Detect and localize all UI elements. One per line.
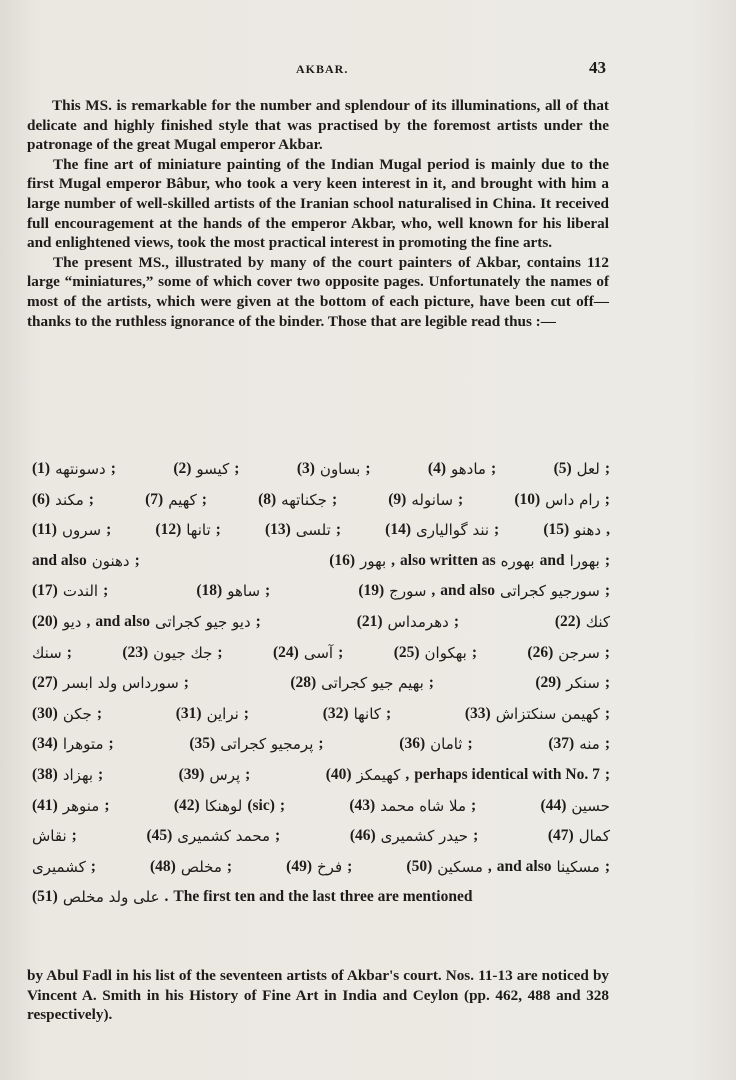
- artist-entry: [385, 515, 499, 546]
- entry-number: (26): [527, 643, 554, 661]
- artist-name-urdu: سروں: [61, 521, 102, 540]
- artist-name-urdu: سنکر: [566, 674, 600, 693]
- separator: ;: [71, 827, 77, 845]
- artist-name-urdu: جك جیون: [153, 643, 213, 662]
- separator: ;: [467, 735, 473, 753]
- artist-entry: [350, 821, 478, 852]
- artist-entry: [258, 485, 337, 516]
- entry-number: (10): [514, 490, 541, 508]
- artist-entry: [394, 638, 477, 669]
- separator: ;: [201, 490, 207, 508]
- separator: ;: [473, 827, 479, 845]
- separator: ;: [90, 857, 96, 875]
- entry-number: (6): [32, 490, 51, 508]
- separator: ;: [385, 704, 392, 722]
- separator: ;: [66, 643, 72, 661]
- artist-entry: [32, 454, 116, 485]
- artist-name-urdu: الندت: [62, 582, 99, 601]
- artist-name-urdu: بهور: [360, 551, 387, 570]
- artist-row: [32, 546, 610, 577]
- separator: ;: [428, 674, 434, 692]
- artist-row: [32, 699, 610, 730]
- entry-number: (33): [464, 704, 491, 722]
- artist-entry: [179, 760, 251, 791]
- artist-entry: [32, 668, 189, 699]
- artist-name-urdu: دسونتهه: [55, 460, 106, 478]
- artist-entry: [32, 607, 261, 638]
- artist-entry: [286, 852, 352, 883]
- separator: ;: [604, 857, 610, 875]
- artist-row: [32, 515, 610, 546]
- separator: ;: [134, 551, 140, 569]
- entry-number: (14): [385, 521, 411, 539]
- entry-number: (2): [173, 460, 192, 477]
- separator: ;: [243, 704, 249, 722]
- separator: ;: [331, 490, 338, 508]
- entry-number: (24): [273, 643, 299, 661]
- artist-name-urdu: دیو جیو کجراتی: [155, 612, 251, 631]
- artist-name-urdu: کمال: [578, 827, 610, 846]
- artist-name-urdu: بهوره: [500, 551, 535, 570]
- note-text: also written as: [400, 551, 496, 569]
- separator: ;: [604, 643, 610, 661]
- artist-name-urdu: علی ولد مخلص: [62, 888, 160, 907]
- entry-number: (27): [32, 674, 58, 692]
- entry-number: (41): [32, 796, 58, 814]
- artist-name-urdu: دهنون: [91, 551, 130, 570]
- artist-name-urdu: ثامان: [430, 735, 463, 754]
- note-text: and also: [496, 857, 552, 875]
- artist-name-urdu: بهکوان: [424, 643, 467, 662]
- entry-number: (7): [145, 490, 164, 508]
- separator: ;: [604, 765, 610, 783]
- artist-entry: [32, 821, 77, 852]
- artist-entry: [323, 699, 391, 730]
- entry-number: (32): [322, 704, 349, 722]
- artist-row: [32, 882, 610, 913]
- artist-name-urdu: جکناتهه: [281, 490, 327, 509]
- separator: ,: [391, 551, 396, 569]
- artist-name-urdu: سنك: [32, 643, 62, 662]
- separator: ;: [335, 521, 341, 539]
- artist-entry: [297, 454, 371, 485]
- artist-name-urdu: کشمیری: [32, 857, 86, 876]
- artist-name-urdu: دیو: [62, 612, 82, 631]
- paragraph-present-ms: The present MS., illustrated by many of the court painters of Akbar, contains 112 large “miniatures,” some of which cover two opposite pages. Unfortunately the names of most of the artists, which were given at the bottom of each picture, have been cut off—thanks to the ruthless ignorance of the binder. Those that are legible read thus :—: [27, 253, 609, 330]
- artist-entry: [399, 729, 472, 760]
- artist-name-urdu: آسی: [303, 643, 334, 662]
- artist-entry: [265, 515, 341, 546]
- artist-name-urdu: بساون: [319, 460, 361, 478]
- artist-name-urdu: متوهرا: [62, 735, 104, 754]
- artist-entry: [273, 638, 343, 669]
- entry-number: (36): [399, 735, 426, 753]
- artist-entry: [32, 729, 114, 760]
- entry-number: (30): [32, 704, 58, 722]
- artist-entry: [358, 576, 610, 607]
- artist-name-urdu: حسین: [571, 796, 610, 815]
- artist-row: [32, 852, 610, 883]
- separator: ;: [275, 827, 281, 845]
- artist-entry: [32, 546, 140, 577]
- artist-name-urdu: کنك: [585, 612, 610, 631]
- entry-number: (40): [325, 765, 352, 783]
- artist-entry: [150, 852, 232, 883]
- artist-name-urdu: فرخ: [317, 857, 343, 876]
- artist-name-urdu: مادهو: [451, 460, 486, 478]
- artist-entry: [388, 485, 463, 516]
- separator: ;: [347, 857, 353, 875]
- artist-name-urdu: رام داس: [545, 490, 600, 509]
- artist-name-urdu: مسکینا: [556, 857, 600, 876]
- artist-entry: [428, 454, 496, 485]
- entry-number: (29): [535, 674, 562, 692]
- artist-entry: [326, 760, 610, 791]
- separator: ;: [604, 674, 610, 692]
- artist-entry: [357, 607, 459, 638]
- artist-row: [32, 791, 610, 822]
- separator: ;: [604, 704, 610, 722]
- artist-name-urdu: ساهو: [227, 582, 261, 601]
- artist-entry: [32, 576, 108, 607]
- entry-number: (4): [427, 460, 446, 477]
- body-text: [27, 96, 609, 331]
- note-text: The first ten and the last three are mentioned: [173, 888, 473, 906]
- separator: ;: [108, 735, 114, 753]
- entry-number: (3): [296, 460, 315, 477]
- artist-entry: [555, 607, 610, 638]
- artist-entry: [514, 485, 610, 516]
- entry-number: (39): [178, 765, 205, 783]
- artist-entry: [32, 699, 102, 730]
- artist-name-urdu: پرمجیو کجراتی: [220, 735, 314, 754]
- artist-name-urdu: مکند: [55, 490, 84, 509]
- artist-entry: [122, 638, 222, 669]
- artist-entry: [32, 638, 72, 669]
- separator: ;: [494, 521, 500, 539]
- separator: ;: [96, 704, 102, 722]
- separator: ;: [234, 460, 240, 477]
- entry-number: (9): [388, 490, 407, 508]
- artist-row: [32, 576, 610, 607]
- artist-name-urdu: لعل: [576, 460, 600, 478]
- artist-name-urdu: پرس: [209, 765, 241, 784]
- artist-entry: [146, 821, 280, 852]
- separator: ;: [453, 612, 459, 630]
- separator: ,: [86, 612, 91, 630]
- artist-entry: [32, 852, 96, 883]
- artist-name-urdu: سورجیو کجراتی: [500, 582, 600, 601]
- entry-number: (49): [286, 857, 312, 875]
- entry-number: (18): [196, 582, 223, 600]
- artist-entry: [189, 729, 323, 760]
- artist-entry: [548, 821, 610, 852]
- artist-entry: [173, 454, 239, 485]
- artist-row: [32, 485, 610, 516]
- separator: ;: [490, 460, 497, 477]
- artist-name-list: [32, 454, 610, 913]
- artist-name-urdu: نقاش: [32, 827, 67, 846]
- entry-number: (11): [32, 521, 57, 539]
- artist-name-urdu: سورج: [389, 582, 427, 601]
- separator: ,: [431, 582, 436, 600]
- entry-number: (44): [540, 796, 567, 814]
- separator: ;: [458, 490, 464, 508]
- artist-name-urdu: بهزاد: [62, 765, 94, 784]
- paragraph-illuminations: This MS. is remarkable for the number and splendour of its illuminations, all of that delicate and highly finished style that was practised by the foremost artists under the patronage of the great Mugal emperor Akbar.: [27, 97, 609, 154]
- artist-name-urdu: نند گوالیاری: [415, 521, 490, 540]
- separator: ;: [245, 765, 251, 783]
- artist-name-urdu: ملا شاه محمد: [380, 796, 466, 815]
- page-number: 43: [589, 58, 606, 77]
- entry-number: (46): [349, 827, 376, 845]
- separator: ;: [104, 796, 110, 814]
- artist-name-urdu: لوهنکا: [204, 796, 243, 815]
- artist-entry: [465, 699, 610, 730]
- artist-name-urdu: سورداس ولد ابسر: [62, 674, 179, 693]
- separator: ;: [471, 643, 477, 661]
- running-head: AKBAR.: [296, 62, 349, 76]
- artist-entry: [32, 760, 103, 791]
- artist-name-urdu: کانها: [353, 704, 381, 723]
- artist-row: [32, 454, 610, 485]
- entry-number: (1): [32, 460, 51, 477]
- separator: ;: [255, 612, 261, 630]
- artist-name-urdu: سرجن: [558, 643, 600, 662]
- entry-number: (22): [554, 612, 581, 630]
- artist-row: [32, 668, 610, 699]
- separator: ;: [604, 551, 610, 569]
- artist-name-urdu: حیدر کشمیری: [380, 827, 469, 846]
- separator: .: [164, 888, 169, 906]
- closing-paragraph: by Abul Fadl in his list of the seventeen artists of Akbar's court. Nos. 11-13 are noticed by Vincent A. Smith in his History of Fine Art in India and Ceylon (pp. 462, 488 and 328 respectively).: [27, 967, 609, 1024]
- separator: ;: [183, 674, 189, 692]
- entry-number: (16): [329, 551, 356, 569]
- artist-entry: [32, 485, 94, 516]
- separator: ;: [88, 490, 94, 508]
- artist-name-urdu: کهیمکز: [356, 765, 401, 784]
- artist-entry: [32, 515, 111, 546]
- artist-entry: [290, 668, 434, 699]
- artist-name-urdu: منوهر: [62, 796, 100, 815]
- artist-entry: [174, 791, 285, 822]
- artist-entry: [406, 852, 610, 883]
- artist-row: [32, 760, 610, 791]
- artist-name-urdu: کیسو: [196, 460, 230, 478]
- separator: ,: [606, 521, 610, 539]
- separator: ;: [604, 490, 610, 508]
- artist-name-urdu: جکن: [62, 704, 92, 723]
- entry-number: (15): [543, 521, 570, 539]
- separator: ;: [215, 521, 221, 539]
- artist-entry: [329, 546, 610, 577]
- artist-entry: [548, 729, 610, 760]
- note-text: and also: [440, 582, 495, 600]
- artist-entry: [554, 454, 610, 485]
- entry-number: (17): [32, 582, 58, 600]
- entry-number: (48): [150, 857, 176, 875]
- artist-name-urdu: نراین: [206, 704, 239, 723]
- artist-name-urdu: دهرمداس: [387, 612, 449, 631]
- entry-number: (13): [264, 521, 291, 539]
- note-text: and: [539, 551, 565, 569]
- artist-entry: [196, 576, 270, 607]
- separator: ,: [487, 857, 492, 875]
- artist-entry: [176, 699, 249, 730]
- artist-entry: [543, 515, 610, 546]
- artist-entry: [527, 638, 610, 669]
- artist-name-urdu: تلسی: [295, 521, 331, 540]
- entry-number: (51): [32, 888, 58, 906]
- artist-name-urdu: بهیم جیو کجراتی: [321, 674, 424, 693]
- artist-name-urdu: کهیمن سنکتزاش: [495, 704, 600, 723]
- entry-number: (12): [155, 521, 182, 539]
- entry-number: (25): [393, 643, 420, 661]
- artist-name-urdu: منه: [579, 735, 600, 754]
- artist-entry: [155, 515, 220, 546]
- entry-number: (45): [146, 827, 173, 845]
- entry-number: (42): [173, 796, 200, 814]
- entry-number: (19): [358, 582, 385, 600]
- entry-number: (31): [175, 704, 202, 722]
- entry-number: (8): [258, 490, 277, 508]
- note-text: and also: [95, 612, 151, 630]
- artist-row: [32, 729, 610, 760]
- separator: ,: [405, 765, 410, 783]
- separator: ;: [318, 735, 324, 753]
- artist-entry: [535, 668, 610, 699]
- separator: ;: [604, 582, 610, 600]
- separator: ;: [110, 460, 116, 477]
- artist-name-urdu: بهورا: [569, 551, 600, 570]
- separator: ;: [604, 735, 610, 753]
- artist-name-urdu: مخلص: [180, 857, 222, 876]
- separator: ;: [265, 582, 271, 600]
- artist-entry: [32, 791, 110, 822]
- artist-entry: [541, 791, 610, 822]
- separator: ;: [98, 765, 104, 783]
- artist-entry: [32, 882, 472, 913]
- entry-number: (47): [547, 827, 574, 845]
- artist-entry: [145, 485, 207, 516]
- entry-number: (35): [189, 735, 216, 753]
- separator: ;: [103, 582, 109, 600]
- note-text: perhaps identical with No. 7: [414, 765, 600, 783]
- separator: ;: [106, 521, 112, 539]
- entry-number: (28): [290, 674, 317, 692]
- entry-number: (21): [356, 612, 383, 630]
- artist-name-urdu: کهیم: [168, 490, 197, 509]
- entry-number: (38): [32, 765, 58, 783]
- artist-row: [32, 607, 610, 638]
- separator: ;: [217, 643, 223, 661]
- entry-number: (23): [122, 643, 149, 661]
- artist-name-urdu: تانها: [186, 521, 211, 540]
- paragraph-miniature-art: The fine art of miniature painting of the Indian Mugal period is mainly due to the first Mugal emperor Bâbur, who took a very keen interest in it, and brought with him a large number of well-skilled artists of the Iranian school naturalised in China. It received full encouragement at the hands of the emperor Akbar, who, well known for his liberal and enlightened views, took the most practical interest in promoting the fine arts.: [27, 155, 609, 252]
- artist-row: [32, 821, 610, 852]
- artist-entry: [349, 791, 476, 822]
- entry-number: (34): [32, 735, 58, 753]
- entry-number: (50): [406, 857, 433, 875]
- page-header: [0, 58, 736, 82]
- separator: ;: [279, 796, 286, 814]
- separator: ;: [338, 643, 344, 661]
- entry-number: (37): [548, 735, 575, 753]
- note-text: (sic): [247, 796, 275, 814]
- note-text: and also: [32, 551, 87, 569]
- artist-name-urdu: سانوله: [411, 490, 454, 509]
- artist-name-urdu: مسکین: [437, 857, 483, 876]
- separator: ;: [226, 857, 233, 875]
- entry-number: (20): [32, 612, 58, 630]
- artist-name-urdu: دهنو: [574, 521, 602, 540]
- entry-number: (43): [349, 796, 376, 814]
- artist-name-urdu: محمد کشمیری: [177, 827, 271, 846]
- entry-number: (5): [553, 460, 572, 477]
- separator: ;: [604, 460, 610, 477]
- artist-row: [32, 638, 610, 669]
- separator: ;: [471, 796, 477, 814]
- separator: ;: [365, 460, 371, 477]
